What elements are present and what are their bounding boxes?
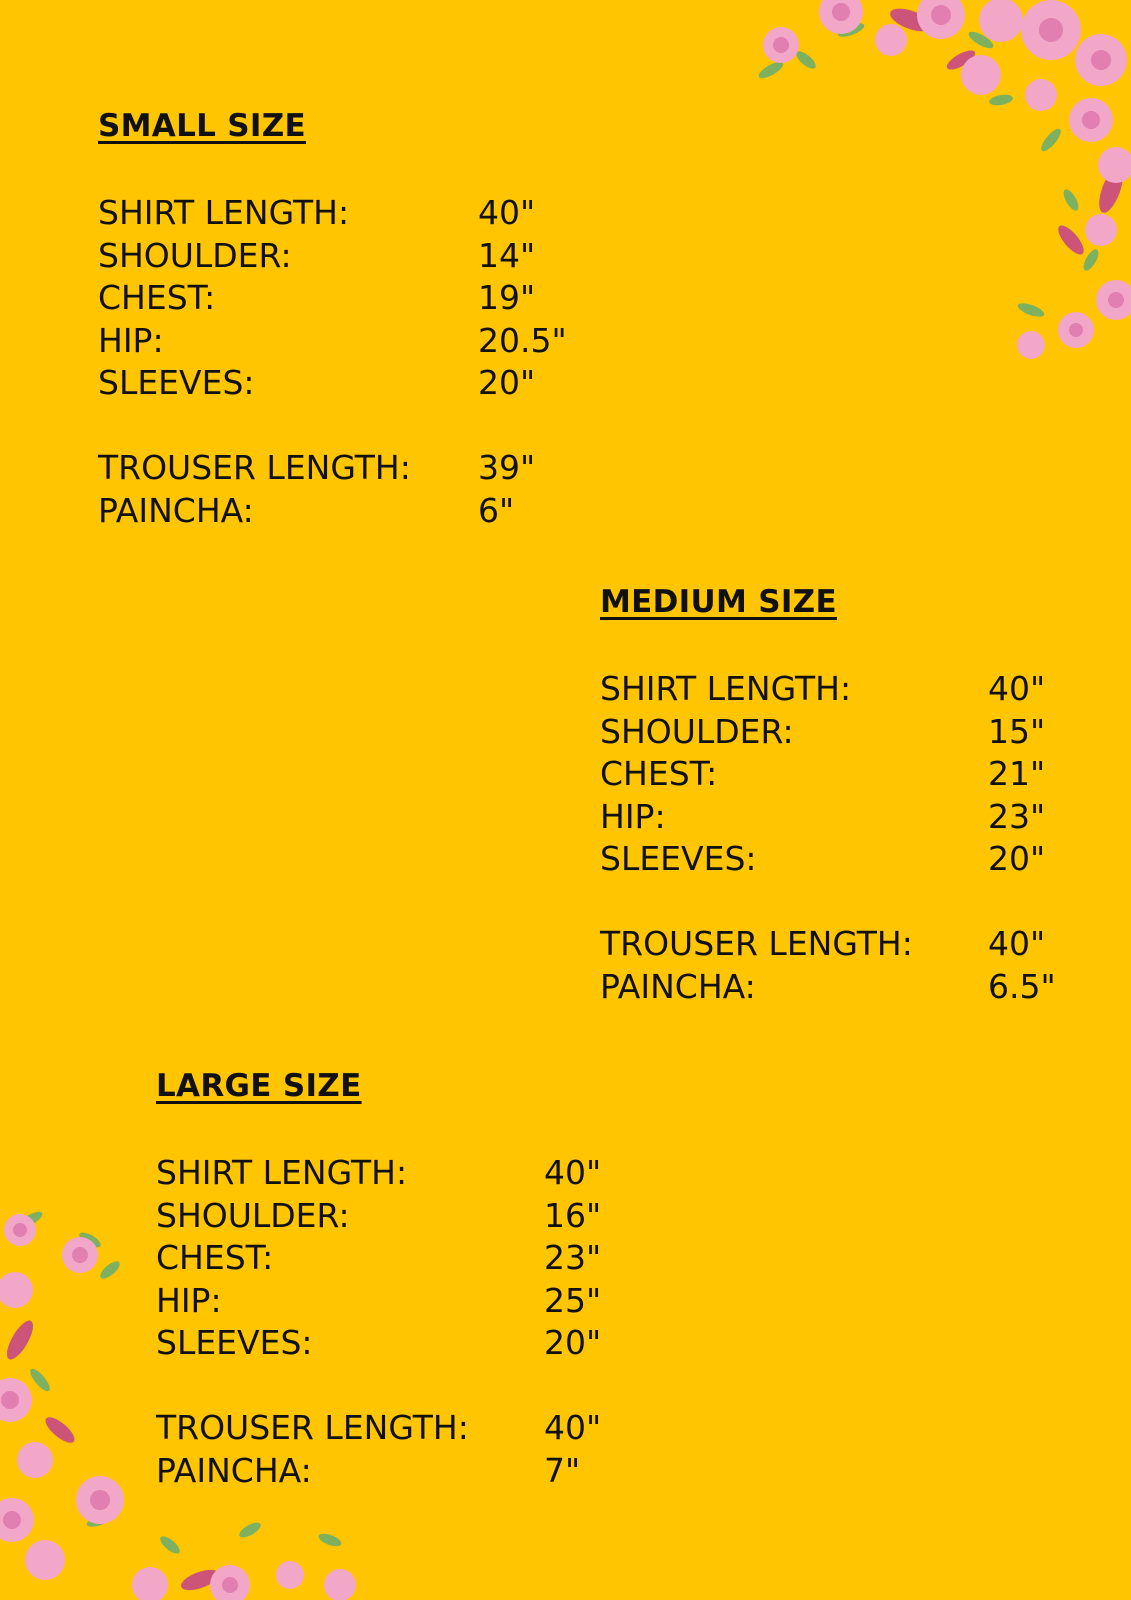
size-heading: MEDIUM SIZE: [600, 584, 837, 620]
measurement-label: CHEST:: [600, 754, 718, 793]
measurement-label: CHEST:: [98, 278, 216, 317]
measurement-label: PAINCHA:: [600, 966, 756, 1006]
measurement-value: 39": [478, 448, 536, 487]
measurement-row: [98, 320, 567, 363]
measurement-value: 40": [478, 193, 536, 232]
measurement-label: HIP:: [156, 1280, 222, 1320]
measurement-value: 19": [478, 278, 536, 317]
measurement-row: [600, 966, 1056, 1009]
measurement-value: 6.5": [988, 966, 1056, 1006]
measurement-label: HIP:: [98, 320, 164, 360]
size-heading: LARGE SIZE: [156, 1068, 362, 1104]
measurement-row: [600, 838, 1056, 881]
large-size-section: [156, 1066, 601, 1492]
measurement-row: [156, 1407, 601, 1450]
measurement-row: [98, 490, 567, 533]
measurement-label: TROUSER LENGTH:: [600, 924, 913, 963]
measurement-label: TROUSER LENGTH:: [98, 448, 411, 487]
measurement-row: [600, 753, 1056, 796]
measurement-row: [98, 362, 567, 405]
measurement-label: SLEEVES:: [156, 1323, 313, 1362]
row-spacer: [98, 405, 567, 448]
measurement-label: SLEEVES:: [98, 363, 255, 402]
measurement-row: [156, 1322, 601, 1365]
measurement-value: 40": [544, 1408, 602, 1447]
measurement-value: 16": [544, 1195, 602, 1235]
measurement-row: [98, 192, 567, 235]
measurement-value: 20": [478, 363, 536, 402]
measurement-value: 40": [988, 669, 1046, 708]
measurement-row: [600, 668, 1056, 711]
medium-size-section: [600, 582, 1056, 1008]
measurement-row: [600, 923, 1056, 966]
measurement-value: 20": [544, 1323, 602, 1362]
measurement-row: [156, 1195, 601, 1238]
measurement-label: PAINCHA:: [156, 1450, 312, 1490]
measurement-value: 20": [988, 839, 1046, 878]
measurement-label: SHOULDER:: [156, 1195, 350, 1235]
measurement-label: PAINCHA:: [98, 490, 254, 530]
measurement-row: [600, 796, 1056, 839]
measurement-value: 23": [544, 1238, 602, 1277]
small-size-section: [98, 106, 567, 532]
measurement-value: 25": [544, 1280, 602, 1320]
measurement-label: HIP:: [600, 796, 666, 836]
measurement-value: 6": [478, 490, 515, 530]
measurement-value: 7": [544, 1450, 581, 1490]
measurement-value: 15": [988, 711, 1046, 751]
measurement-value: 20.5": [478, 320, 567, 360]
measurement-row: [98, 447, 567, 490]
measurement-label: SHOULDER:: [98, 235, 292, 275]
measurement-label: CHEST:: [156, 1238, 274, 1277]
row-spacer: [156, 1365, 601, 1408]
measurement-label: SHIRT LENGTH:: [600, 669, 852, 708]
measurement-label: SHOULDER:: [600, 711, 794, 751]
measurement-label: SLEEVES:: [600, 839, 757, 878]
measurement-value: 23": [988, 796, 1046, 836]
size-heading: SMALL SIZE: [98, 108, 306, 144]
measurement-value: 14": [478, 235, 536, 275]
measurement-row: [98, 235, 567, 278]
measurement-value: 21": [988, 754, 1046, 793]
measurement-row: [98, 277, 567, 320]
measurement-row: [156, 1450, 601, 1493]
measurement-value: 40": [988, 924, 1046, 963]
measurement-value: 40": [544, 1153, 602, 1192]
floral-corner-icon: [731, 0, 1131, 400]
measurement-row: [600, 711, 1056, 754]
measurement-row: [156, 1280, 601, 1323]
measurement-label: SHIRT LENGTH:: [156, 1153, 408, 1192]
measurement-label: TROUSER LENGTH:: [156, 1408, 469, 1447]
row-spacer: [600, 881, 1056, 924]
measurement-row: [156, 1237, 601, 1280]
measurement-row: [156, 1152, 601, 1195]
measurement-label: SHIRT LENGTH:: [98, 193, 350, 232]
